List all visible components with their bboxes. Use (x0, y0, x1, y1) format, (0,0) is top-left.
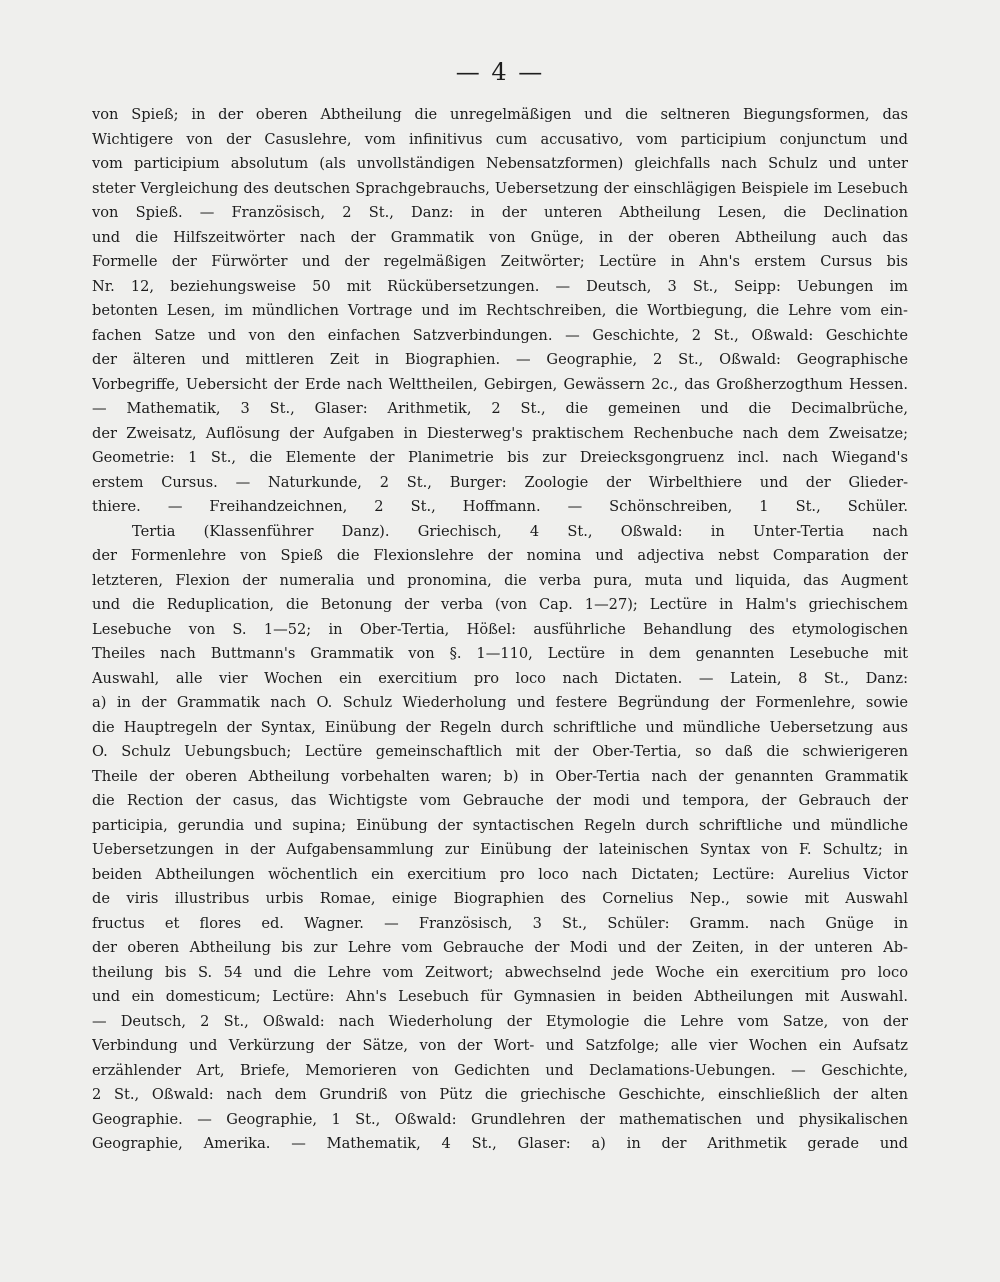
text-line: 2 St., Oßwald: nach dem Grundriß von Pütz die griechische Geschichte, einschließlich der alten (92, 1086, 908, 1103)
text-line: vom participium absolutum (als unvollständigen Nebensatzformen) gleichfalls nach Schulz und unter (92, 155, 908, 172)
text-line: Lesebuche von S. 1—52; in Ober-Tertia, Hößel: ausführliche Behandlung des etymologischen (92, 620, 908, 638)
text-line: Theiles nach Buttmann's Grammatik von §. 1—110, Lectüre in dem genannten Lesebuche mit (92, 645, 908, 662)
text-line: erstem Cursus. — Naturkunde, 2 St., Burger: Zoologie der Wirbelthiere und der Glieder- (92, 473, 908, 491)
text-line: Auswahl, alle vier Wochen ein exercitium pro loco nach Dictaten. — Latein, 8 St., Danz: (92, 669, 908, 687)
text-line: und ein domesticum; Lectüre: Ahn's Lesebuch für Gymnasien in beiden Abtheilungen mit Auswahl. (92, 988, 908, 1005)
text-line: der oberen Abtheilung bis zur Lehre vom Gebrauche der Modi und der Zeiten, in der unteren Ab- (92, 939, 908, 956)
text-line: Vorbegriffe, Uebersicht der Erde nach Welttheilen, Gebirgen, Gewässern 2c., das Großherzogthum Hessen. (92, 375, 908, 393)
text-line: von Spieß. — Französisch, 2 St., Danz: in der unteren Abtheilung Lesen, die Declination (92, 204, 908, 221)
text-line: de viris illustribus urbis Romae, einige Biographien des Cornelius Nep., sowie mit Auswahl (92, 890, 908, 907)
text-line: letzteren, Flexion der numeralia und pronomina, die verba pura, muta und liquida, das Augment (92, 571, 908, 589)
text-line: fachen Satze und von den einfachen Satzverbindungen. — Geschichte, 2 St., Oßwald: Geschichte (92, 326, 908, 344)
text-line: Geographie, Amerika. — Mathematik, 4 St., Glaser: a) in der Arithmetik gerade und (92, 1135, 908, 1152)
text-line: — Deutsch, 2 St., Oßwald: nach Wiederholung der Etymologie die Lehre vom Satze, von der (92, 1012, 908, 1030)
text-line: erzählender Art, Briefe, Memorieren von Gedichten und Declamations-Uebungen. — Geschichte, (92, 1061, 908, 1079)
text-line: und die Hilfszeitwörter nach der Grammatik von Gnüge, in der oberen Abtheilung auch das (92, 228, 908, 246)
text-line: beiden Abtheilungen wöchentlich ein exercitium pro loco nach Dictaten; Lectüre: Aurelius Victor (92, 865, 908, 883)
text-line: die Hauptregeln der Syntax, Einübung der Regeln durch schriftliche und mündliche Uebersetzung aus (92, 718, 908, 736)
text-line: der Zweisatz, Auflösung der Aufgaben in Diesterweg's praktischem Rechenbuche nach dem Zweisatze; (92, 424, 908, 442)
text-line: steter Vergleichung des deutschen Sprachgebrauchs, Uebersetzung der einschlägigen Beispiele im Lesebuch (92, 179, 908, 197)
text-line: Nr. 12, beziehungsweise 50 mit Rückübersetzungen. — Deutsch, 3 St., Seipp: Uebungen im (92, 277, 908, 295)
text-line: der älteren und mittleren Zeit in Biographien. — Geographie, 2 St., Oßwald: Geographische (92, 351, 908, 368)
page-number: — 4 — (455, 58, 545, 86)
text-line: Tertia (Klassenführer Danz). Griechisch, 4 St., Oßwald: in Unter-Tertia nach (132, 522, 908, 540)
text-line: theilung bis S. 54 und die Lehre vom Zeitwort; abwechselnd jede Woche ein exercitium pro loco (92, 963, 908, 981)
text-line: Theile der oberen Abtheilung vorbehalten waren; b) in Ober-Tertia nach der genannten Grammatik (92, 767, 908, 785)
text-line: fructus et flores ed. Wagner. — Französisch, 3 St., Schüler: Gramm. nach Gnüge in (92, 914, 908, 932)
text-line: Formelle der Fürwörter und der regelmäßigen Zeitwörter; Lectüre in Ahn's erstem Cursus bis (92, 253, 908, 270)
body-text (92, 103, 908, 1157)
text-line: Uebersetzungen in der Aufgabensammlung zur Einübung der lateinischen Syntax von F. Schultz; in (92, 841, 908, 858)
text-line: von Spieß; in der oberen Abtheilung die unregelmäßigen und die seltneren Biegungsformen, das (92, 106, 908, 123)
text-line: Wichtigere von der Casuslehre, vom infinitivus cum accusativo, vom participium conjunctum und (92, 130, 908, 148)
text-line: thiere. — Freihandzeichnen, 2 St., Hoffmann. — Schönschreiben, 1 St., Schüler. (92, 498, 908, 515)
text-line: der Formenlehre von Spieß die Flexionslehre der nomina und adjectiva nebst Comparation der (92, 547, 908, 564)
text-line: participia, gerundia und supina; Einübung der syntactischen Regeln durch schriftliche und mündliche (92, 816, 908, 834)
text-line: betonten Lesen, im mündlichen Vortrage und im Rechtschreiben, die Wortbiegung, die Lehre vom ein- (92, 302, 908, 319)
text-line: Geographie. — Geographie, 1 St., Oßwald: Grundlehren der mathematischen und physikalischen (92, 1110, 908, 1128)
text-line: die Rection der casus, das Wichtigste vom Gebrauche der modi und tempora, der Gebrauch der (92, 792, 908, 809)
text-line: und die Reduplication, die Betonung der verba (von Cap. 1—27); Lectüre in Halm's griechischem (92, 596, 908, 613)
text-line: Verbindung und Verkürzung der Sätze, von der Wort- und Satzfolge; alle vier Wochen ein Aufsatz (92, 1037, 908, 1054)
text-line: — Mathematik, 3 St., Glaser: Arithmetik, 2 St., die gemeinen und die Decimalbrüche, (92, 400, 908, 417)
text-line: Geometrie: 1 St., die Elemente der Planimetrie bis zur Dreiecksgongruenz incl. nach Wiegand's (92, 449, 908, 466)
text-line: a) in der Grammatik nach O. Schulz Wiederholung und festere Begründung der Formenlehre, sowie (92, 694, 908, 711)
text-line: O. Schulz Uebungsbuch; Lectüre gemeinschaftlich mit der Ober-Tertia, so daß die schwierigeren (92, 743, 908, 760)
